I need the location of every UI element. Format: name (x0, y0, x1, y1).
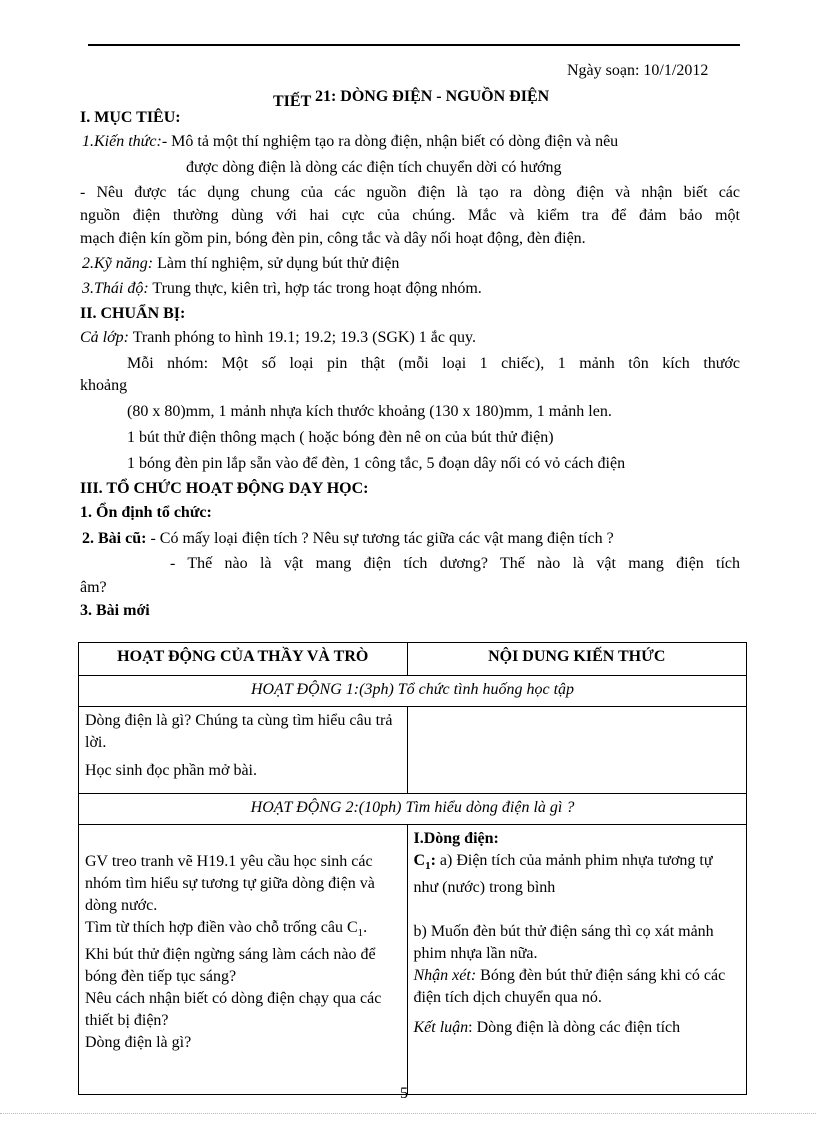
old-lesson-line1 (82, 528, 614, 550)
activity1-left-text2: Học sinh đọc phần mở bài. (85, 762, 257, 779)
knowledge-text: - Mô tả một thí nghiệm tạo ra dòng điện, nhận biết có dòng điện và nêu (161, 133, 619, 150)
group-prep-line1: Mỗi nhóm: Một số loại pin thật (mỗi loại 1 chiếc), 1 mảnh tôn kích thước (127, 355, 740, 372)
activity2-title: HOẠT ĐỘNG 2:(10ph) Tìm hiểu dòng điện là gì ? (79, 794, 747, 825)
title-prefix: TIẾT (273, 93, 311, 110)
c1-text: a) Điện tích của mảnh phim nhựa tương tự như (nước) trong bình (413, 852, 713, 897)
class-prep-label: Cả lớp: (80, 329, 129, 346)
page-title (273, 86, 549, 108)
skill-line (82, 253, 399, 275)
activity1-content-row (79, 707, 747, 794)
activity2-left-text5: Dòng điện là gì? (85, 1034, 192, 1052)
col-content-header: NỘI DUNG KIẾN THỨC (407, 643, 747, 676)
stabilization-line: 1. Ổn định tổ chức: (80, 504, 212, 521)
page-number: 5 (400, 1085, 408, 1102)
knowledge-label: 1.Kiến thức: (82, 133, 162, 150)
conclusion-label: Kết luận (413, 1019, 469, 1037)
activity2-left-text2-main: Tìm từ thích hợp điền vào chỗ trống câu C (85, 919, 358, 936)
c1-answer: $C_1$: a) Điện tích của mảnh phim nhựa tương tự như (nước) trong bình (413, 852, 713, 897)
activity2-left-text3: Khi bút thử điện ngừng sáng làm cách nào để bóng đèn tiếp tục sáng? (85, 946, 376, 986)
activity2-row (79, 794, 747, 825)
c1-label-sub: 1 (425, 860, 431, 873)
observation-label: Nhận xét: (413, 967, 477, 985)
old-lesson-q2: - Thế nào là vật mang điện tích dương? Thế nào là vật mang điện tích (170, 555, 740, 572)
knowledge-line2: được dòng điện là dòng các điện tích chuyển dời có hướng (186, 159, 562, 176)
conclusion (414, 1017, 741, 1039)
bottom-dotted-rule (0, 1113, 816, 1114)
table-header-row (79, 643, 747, 676)
knowledge-line1 (82, 131, 618, 153)
activity1-row (79, 676, 747, 707)
activity2-content-row (79, 825, 747, 1095)
old-lesson-q1: - Có mấy loại điện tích ? Nêu sự tương tác giữa các vật mang điện tích ? (146, 530, 614, 547)
group-prep-line2: khoảng (80, 377, 128, 394)
date-label: Ngày soạn: 10/1/2012 (567, 62, 709, 79)
attitude-text: Trung thực, kiên trì, hợp tác trong hoạt động nhóm. (148, 280, 482, 297)
activity1-right-cell (407, 707, 747, 794)
activity2-left-cell (79, 825, 408, 1095)
old-lesson-label: 2. Bài cũ: (82, 530, 147, 547)
general-para-line2: nguồn điện thường dùng với hai cực của chúng. Mắc và kiểm tra để đảm bảo một (80, 207, 740, 224)
class-prep-line (80, 327, 476, 349)
activity2-left-text2: Tìm từ thích hợp điền vào chỗ trống câu $C_1$. (85, 919, 368, 940)
skill-label: 2.Kỹ năng: (82, 255, 154, 272)
section-activities-heading: III. TỔ CHỨC HOẠT ĐỘNG DẠY HỌC: (80, 480, 369, 497)
general-para-line1: - Nêu được tác dụng chung của các nguồn điện là tạo ra dòng điện và nhận biết các (80, 184, 740, 201)
activity2-left-text1: GV treo tranh vẽ H19.1 yêu cầu học sinh các nhóm tìm hiểu sự tương tự giữa dòng điện và dòng nước. (85, 853, 375, 914)
activity1-title: HOẠT ĐỘNG 1:(3ph) Tổ chức tình huống học tập (79, 676, 747, 707)
class-prep-text: Tranh phóng to hình 19.1; 19.2; 19.3 (SGK) 1 ắc quy. (128, 329, 476, 346)
skill-text: Làm thí nghiệm, sử dụng bút thử điện (153, 255, 400, 272)
top-rule (88, 44, 740, 46)
general-para-line3: mạch điện kín gồm pin, bóng đèn pin, công tắc và dây nối hoạt động, đèn điện. (80, 230, 586, 247)
old-lesson-q2-end: âm? (80, 579, 107, 596)
observation-text: Bóng đèn bút thử điện sáng khi có các điện tích dịch chuyển qua nó. (413, 967, 726, 1007)
c1-label: C (413, 852, 426, 869)
group-prep-line4: 1 bút thử điện thông mạch ( hoặc bóng đèn nê on của bút thử điện) (127, 429, 554, 446)
title-main: 21: DÒNG ĐIỆN - NGUỒN ĐIỆN (314, 88, 550, 105)
current-heading: I.Dòng điện: (413, 830, 499, 847)
conclusion-text: : Dòng điện là dòng các điện tích (468, 1019, 681, 1037)
section-objectives-heading: I. MỤC TIÊU: (80, 109, 181, 126)
activity2-left-text4: Nêu cách nhận biết có dòng điện chạy qua các thiết bị điện? (85, 990, 382, 1030)
section-prepare-heading: II. CHUẨN BỊ: (80, 305, 186, 322)
attitude-label: 3.Thái độ: (82, 280, 149, 297)
group-prep-line5: 1 bóng đèn pin lắp sẵn vào để đèn, 1 công tắc, 5 đoạn dây nối có vỏ cách điện (127, 455, 626, 472)
group-prep-line3: (80 x 80)mm, 1 mảnh nhựa kích thước khoảng (130 x 180)mm, 1 mảnh len. (127, 403, 612, 420)
b-answer: b) Muốn đèn bút thử điện sáng thì cọ xát mảnh phim nhựa lần nữa. (413, 923, 714, 963)
attitude-line (82, 278, 482, 300)
activity2-left-text2-sub: 1 (357, 927, 364, 940)
new-lesson-label: 3. Bài mới (80, 602, 150, 619)
activity1-left-text1: Dòng điện là gì? Chúng ta cùng tìm hiểu câu trả lời. (85, 712, 393, 751)
activity1-left-cell (79, 707, 408, 794)
activity2-right-cell (407, 825, 747, 1095)
col-teacher-student-header: HOẠT ĐỘNG CỦA THẦY VÀ TRÒ (79, 643, 408, 676)
activity-table (78, 642, 747, 1095)
observation (414, 965, 741, 1009)
